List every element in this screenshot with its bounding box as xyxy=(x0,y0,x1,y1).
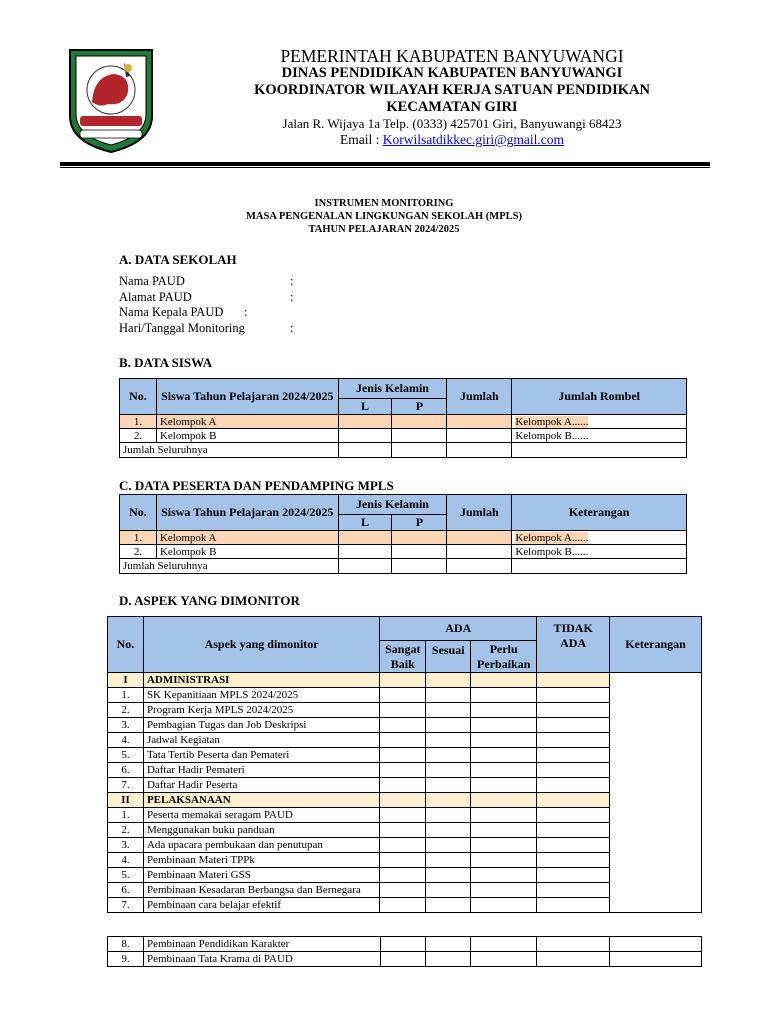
cell-perlu[interactable] xyxy=(471,718,537,733)
cell-note[interactable] xyxy=(512,443,687,458)
cell-sesuai[interactable] xyxy=(426,853,471,868)
cell-tidak-ada[interactable] xyxy=(537,733,610,748)
cell-sesuai[interactable] xyxy=(426,838,471,853)
row-no: 7. xyxy=(108,898,144,913)
col-aspek: Aspek yang dimonitor xyxy=(143,617,379,673)
cell-sesuai[interactable] xyxy=(426,808,471,823)
aspek-table xyxy=(107,616,702,913)
table-row xyxy=(120,545,687,559)
cell-tidak-ada[interactable] xyxy=(537,793,610,808)
cell-perlu[interactable] xyxy=(471,748,537,763)
row-no: 2. xyxy=(120,545,157,559)
note-text: Kelompok A...... xyxy=(515,415,589,428)
header-line-2: DINAS PENDIDIKAN KABUPATEN BANYUWANGI xyxy=(281,65,623,81)
col-p: P xyxy=(392,399,447,415)
col-no: No. xyxy=(108,617,144,673)
cell-sangat-baik[interactable] xyxy=(380,838,426,853)
total-label: Jumlah Seluruhnya xyxy=(120,443,339,458)
row-aspek: Pembagian Tugas dan Job Deskripsi xyxy=(143,718,379,733)
section-d-heading: D. ASPEK YANG DIMONITOR xyxy=(119,593,300,608)
table-total-row xyxy=(120,443,687,458)
cell-tidak-ada[interactable] xyxy=(537,778,610,793)
row-no: 1. xyxy=(108,688,144,703)
note-text: Kelompok A...... xyxy=(515,531,589,544)
cell-sesuai[interactable] xyxy=(426,868,471,883)
section-a-heading: A. DATA SEKOLAH xyxy=(119,252,237,267)
cell-tidak-ada[interactable] xyxy=(537,937,610,952)
row-aspek: Peserta memakai seragam PAUD xyxy=(143,808,379,823)
row-name: Kelompok A xyxy=(156,531,338,545)
cell-sangat-baik[interactable] xyxy=(380,808,426,823)
cell-keterangan[interactable] xyxy=(610,952,702,967)
col-tidak-ada: TIDAK ADA xyxy=(537,617,610,673)
field-sep: : xyxy=(244,305,248,319)
cell-sangat-baik[interactable] xyxy=(380,898,426,913)
row-aspek: Daftar Hadir Pemateri xyxy=(143,763,379,778)
section-b-heading: B. DATA SISWA xyxy=(119,355,213,370)
cell-tidak-ada[interactable] xyxy=(537,883,610,898)
cell-jumlah[interactable] xyxy=(447,443,512,458)
cell-note: Kelompok B...... xyxy=(512,545,687,559)
cell-l[interactable] xyxy=(338,559,392,574)
cell-sesuai[interactable] xyxy=(426,937,471,952)
group-no: II xyxy=(108,793,144,808)
cell-sangat-baik[interactable] xyxy=(380,673,426,688)
row-no: 2. xyxy=(120,429,157,443)
col-no: No. xyxy=(120,379,157,415)
cell-sangat-baik[interactable] xyxy=(380,823,426,838)
cell-tidak-ada[interactable] xyxy=(537,952,610,967)
email-label: Email : xyxy=(340,132,383,147)
col-jumlah-rombel: Jumlah Rombel xyxy=(512,379,687,415)
col-jenis-kelamin: Jenis Kelamin xyxy=(338,379,447,399)
data-siswa-table xyxy=(119,378,687,458)
cell-jumlah[interactable] xyxy=(447,531,512,545)
table-row xyxy=(108,952,702,967)
header-divider-thick xyxy=(60,162,710,166)
field-hari-tanggal: Hari/Tanggal Monitoring xyxy=(119,321,245,335)
row-aspek: Pembinaan Tata Krama di PAUD xyxy=(143,952,380,967)
field-alamat-paud: Alamat PAUD xyxy=(119,290,192,304)
col-p: P xyxy=(392,515,447,531)
row-no: 4. xyxy=(108,853,144,868)
cell-tidak-ada[interactable] xyxy=(537,703,610,718)
table-row xyxy=(120,429,687,443)
cell-sangat-baik[interactable] xyxy=(380,688,426,703)
cell-sesuai[interactable] xyxy=(426,778,471,793)
row-name: Kelompok B xyxy=(156,429,338,443)
col-jenis-kelamin: Jenis Kelamin xyxy=(338,495,447,515)
col-l: L xyxy=(338,515,392,531)
field-nama-paud: Nama PAUD xyxy=(119,274,185,288)
total-label: Jumlah Seluruhnya xyxy=(120,559,339,574)
cell-p[interactable] xyxy=(392,429,447,443)
table-row xyxy=(120,531,687,545)
cell-sesuai[interactable] xyxy=(426,733,471,748)
row-aspek: Pembinaan Materi TPPk xyxy=(143,853,379,868)
group-header-row xyxy=(108,673,702,688)
cell-perlu[interactable] xyxy=(471,688,537,703)
cell-perlu[interactable] xyxy=(471,883,537,898)
row-aspek: SK Kepanitiaan MPLS 2024/2025 xyxy=(143,688,379,703)
cell-sangat-baik[interactable] xyxy=(380,883,426,898)
table-row xyxy=(108,937,702,952)
aspek-table-continued xyxy=(107,936,702,967)
cell-l[interactable] xyxy=(338,429,392,443)
cell-perlu[interactable] xyxy=(471,793,537,808)
cell-sesuai[interactable] xyxy=(426,793,471,808)
cell-jumlah[interactable] xyxy=(447,429,512,443)
cell-tidak-ada[interactable] xyxy=(537,763,610,778)
cell-tidak-ada[interactable] xyxy=(537,673,610,688)
row-no: 2. xyxy=(108,823,144,838)
cell-sesuai[interactable] xyxy=(426,748,471,763)
cell-l[interactable] xyxy=(338,443,392,458)
cell-keterangan[interactable] xyxy=(610,673,702,913)
cell-sesuai[interactable] xyxy=(426,718,471,733)
cell-tidak-ada[interactable] xyxy=(537,838,610,853)
cell-sesuai[interactable] xyxy=(426,763,471,778)
cell-jumlah[interactable] xyxy=(447,559,512,574)
cell-sangat-baik[interactable] xyxy=(380,733,426,748)
cell-sangat-baik[interactable] xyxy=(380,868,426,883)
row-no: 7. xyxy=(108,778,144,793)
field-nama-kepala: Nama Kepala PAUD xyxy=(119,305,224,319)
row-no: 1. xyxy=(120,415,157,429)
cell-sangat-baik[interactable] xyxy=(380,937,426,952)
row-aspek: Pembinaan Pendidikan Karakter xyxy=(143,937,380,952)
cell-p[interactable] xyxy=(392,443,447,458)
group-title: PELAKSANAAN xyxy=(143,793,379,808)
cell-perlu[interactable] xyxy=(471,898,537,913)
row-no: 8. xyxy=(108,937,144,952)
row-aspek: Menggunakan buku panduan xyxy=(143,823,379,838)
cell-tidak-ada[interactable] xyxy=(537,823,610,838)
cell-perlu[interactable] xyxy=(471,838,537,853)
cell-perlu[interactable] xyxy=(471,733,537,748)
group-title: ADMINISTRASI xyxy=(143,673,379,688)
row-aspek: Pembinaan Materi GSS xyxy=(143,868,379,883)
col-jumlah: Jumlah xyxy=(447,379,512,415)
row-aspek: Tata Tertib Peserta dan Pemateri xyxy=(143,748,379,763)
row-no: 5. xyxy=(108,868,144,883)
cell-tidak-ada[interactable] xyxy=(537,688,610,703)
cell-tidak-ada[interactable] xyxy=(537,808,610,823)
email-link[interactable]: Korwilsatdikkec.giri@gmail.com xyxy=(382,132,564,147)
cell-p[interactable] xyxy=(392,531,447,545)
cell-note[interactable] xyxy=(512,559,687,574)
cell-sangat-baik[interactable] xyxy=(380,748,426,763)
row-no: 3. xyxy=(108,838,144,853)
cell-p[interactable] xyxy=(392,545,447,559)
section-c-heading: C. DATA PESERTA DAN PENDAMPING MPLS xyxy=(119,478,394,493)
cell-sesuai[interactable] xyxy=(426,952,471,967)
cell-sangat-baik[interactable] xyxy=(380,778,426,793)
cell-tidak-ada[interactable] xyxy=(537,853,610,868)
cell-note xyxy=(512,415,687,429)
col-jumlah: Jumlah xyxy=(447,495,512,531)
row-no: 2. xyxy=(108,703,144,718)
field-sep: : xyxy=(290,321,294,335)
col-keterangan: Keterangan xyxy=(512,495,687,531)
table-total-row xyxy=(120,559,687,574)
cell-p[interactable] xyxy=(392,415,447,429)
row-aspek: Ada upacara pembukaan dan penutupan xyxy=(143,838,379,853)
header-divider-thin xyxy=(60,167,710,168)
cell-sesuai[interactable] xyxy=(426,703,471,718)
cell-note xyxy=(512,531,687,545)
col-siswa: Siswa Tahun Pelajaran 2024/2025 xyxy=(156,379,338,415)
row-no: 6. xyxy=(108,883,144,898)
row-name: Kelompok B xyxy=(156,545,338,559)
col-siswa: Siswa Tahun Pelajaran 2024/2025 xyxy=(156,495,338,531)
cell-note: Kelompok B...... xyxy=(512,429,687,443)
cell-sesuai[interactable] xyxy=(426,673,471,688)
field-sep: : xyxy=(290,274,294,288)
cell-sangat-baik[interactable] xyxy=(380,853,426,868)
title-line-2: MASA PENGENALAN LINGKUNGAN SEKOLAH (MPLS) xyxy=(246,211,522,222)
col-perlu-perbaikan: Perlu Perbaikan xyxy=(471,641,537,673)
cell-tidak-ada[interactable] xyxy=(537,898,610,913)
row-no: 3. xyxy=(108,718,144,733)
header-line-3: KOORDINATOR WILAYAH KERJA SATUAN PENDIDIKAN xyxy=(254,82,650,98)
cell-perlu[interactable] xyxy=(471,763,537,778)
row-no: 1. xyxy=(120,531,157,545)
cell-sesuai[interactable] xyxy=(426,823,471,838)
cell-perlu[interactable] xyxy=(471,703,537,718)
cell-perlu[interactable] xyxy=(471,868,537,883)
col-keterangan: Keterangan xyxy=(610,617,702,673)
cell-sangat-baik[interactable] xyxy=(380,793,426,808)
cell-l[interactable] xyxy=(338,415,392,429)
header-email-line xyxy=(68,132,768,148)
cell-sesuai[interactable] xyxy=(426,898,471,913)
header-address: Jalan R. Wijaya 1a Telp. (0333) 425701 Giri, Banyuwangi 68423 xyxy=(282,116,622,131)
cell-sesuai[interactable] xyxy=(426,883,471,898)
cell-tidak-ada[interactable] xyxy=(537,748,610,763)
cell-sangat-baik[interactable] xyxy=(380,763,426,778)
cell-keterangan[interactable] xyxy=(610,937,702,952)
cell-perlu[interactable] xyxy=(471,937,537,952)
cell-l[interactable] xyxy=(338,531,392,545)
cell-sangat-baik[interactable] xyxy=(380,718,426,733)
field-sep: : xyxy=(290,290,294,304)
row-no: 9. xyxy=(108,952,144,967)
cell-p[interactable] xyxy=(392,559,447,574)
cell-perlu[interactable] xyxy=(471,823,537,838)
data-peserta-table xyxy=(119,494,687,574)
header-line-4: KECAMATAN GIRI xyxy=(386,99,518,115)
title-line-1: INSTRUMEN MONITORING xyxy=(314,198,454,209)
row-aspek: Jadwal Kegiatan xyxy=(143,733,379,748)
cell-sangat-baik[interactable] xyxy=(380,703,426,718)
row-aspek: Daftar Hadir Peserta xyxy=(143,778,379,793)
col-no: No. xyxy=(120,495,157,531)
row-aspek: Pembinaan cara belajar efektif xyxy=(143,898,379,913)
cell-sesuai[interactable] xyxy=(426,688,471,703)
col-sesuai: Sesuai xyxy=(426,641,471,673)
cell-sangat-baik[interactable] xyxy=(380,952,426,967)
table-row xyxy=(120,415,687,429)
col-ada: ADA xyxy=(380,617,537,641)
row-aspek: Pembinaan Kesadaran Berbangsa dan Bernegara xyxy=(143,883,379,898)
row-no: 5. xyxy=(108,748,144,763)
header-line-1: PEMERINTAH KABUPATEN BANYUWANGI xyxy=(280,46,624,66)
cell-tidak-ada[interactable] xyxy=(537,868,610,883)
col-l: L xyxy=(338,399,392,415)
cell-jumlah[interactable] xyxy=(447,415,512,429)
col-sangat-baik: Sangat Baik xyxy=(380,641,426,673)
row-no: 4. xyxy=(108,733,144,748)
group-no: I xyxy=(108,673,144,688)
cell-perlu[interactable] xyxy=(471,673,537,688)
cell-perlu[interactable] xyxy=(471,778,537,793)
cell-jumlah[interactable] xyxy=(447,545,512,559)
row-no: 1. xyxy=(108,808,144,823)
cell-perlu[interactable] xyxy=(471,808,537,823)
row-aspek: Program Kerja MPLS 2024/2025 xyxy=(143,703,379,718)
row-name: Kelompok A xyxy=(156,415,338,429)
cell-tidak-ada[interactable] xyxy=(537,718,610,733)
cell-perlu[interactable] xyxy=(471,952,537,967)
cell-perlu[interactable] xyxy=(471,853,537,868)
title-line-3: TAHUN PELAJARAN 2024/2025 xyxy=(308,224,460,235)
cell-l[interactable] xyxy=(338,545,392,559)
row-no: 6. xyxy=(108,763,144,778)
